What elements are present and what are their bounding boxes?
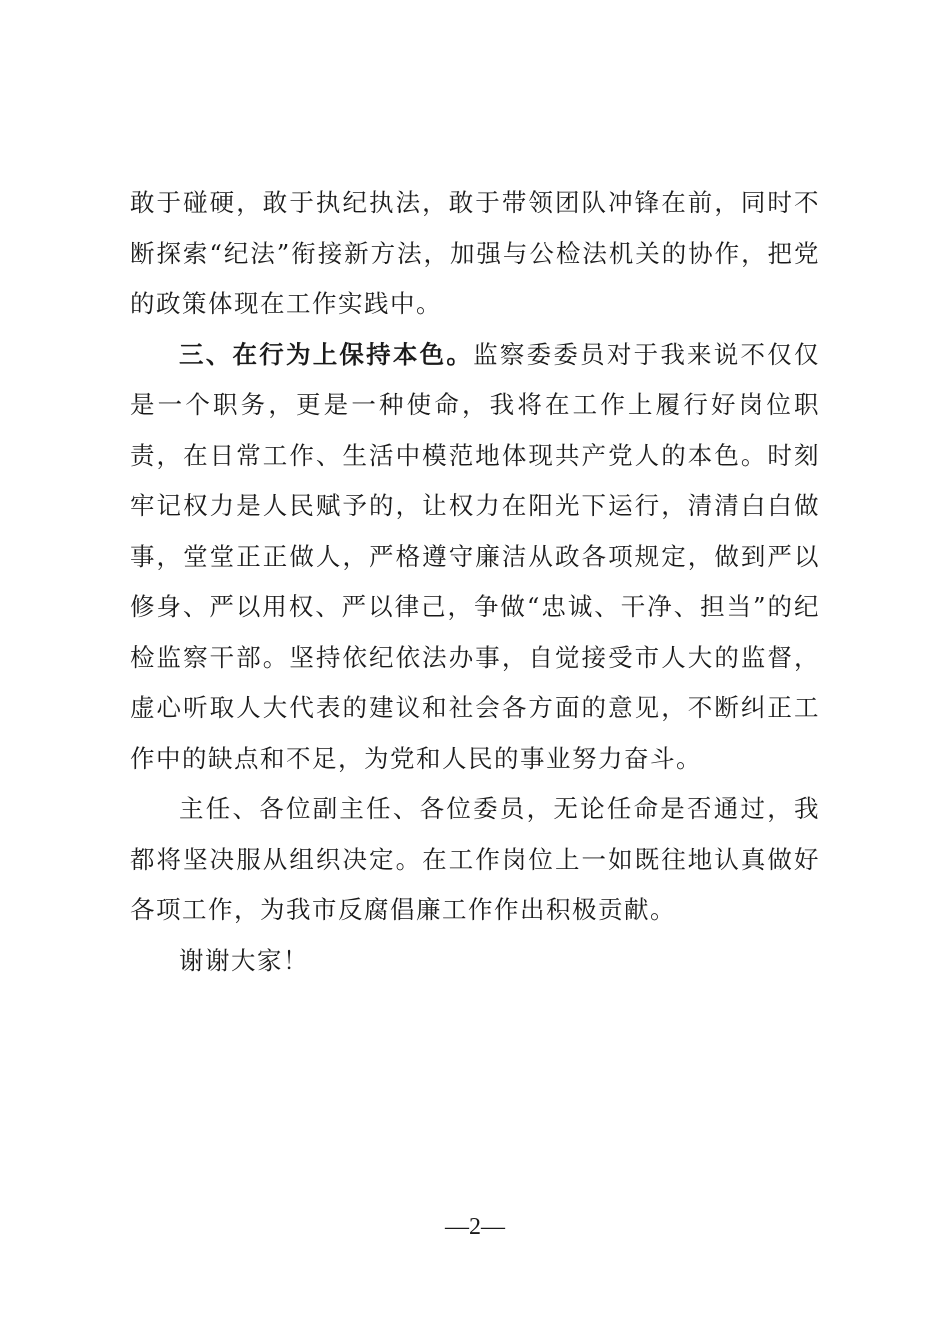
paragraph-section-three [130,330,820,785]
paragraph-continuation: 敢于碰硬，敢于执纪执法，敢于带领团队冲锋在前，同时不断探索“纪法”衔接新方法，加强与公检法机关的协作，把党的政策体现在工作实践中。 [130,188,820,318]
document-body [130,178,820,986]
paragraph-thanks: 谢谢大家！ [179,945,309,975]
section-heading: 三、在行为上保持本色。 [179,339,474,369]
paragraph-closing-statement: 主任、各位副主任、各位委员，无论任命是否通过，我都将坚决服从组织决定。在工作岗位上一如既往地认真做好各项工作，为我市反腐倡廉工作作出积极贡献。 [130,794,820,924]
page-number: —2— [445,1214,505,1240]
section-body: 监察委委员对于我来说不仅仅是一个职务，更是一种使命，我将在工作上履行好岗位职责，在日常工作、生活中模范地体现共产党人的本色。时刻牢记权力是人民赋予的，让权力在阳光下运行，清清白白做事，堂堂正正做人，严格遵守廉洁从政各项规定，做到严以修身、严以用权、严以律己，争做“忠诚、干净、担当”的纪检监察干部。坚持依纪依法办事，自觉接受市人大的监督，虚心听取人大代表的建议和社会各方面的意见，不断纠正工作中的缺点和不足，为党和人民的事业努力奋斗。 [130,339,821,773]
